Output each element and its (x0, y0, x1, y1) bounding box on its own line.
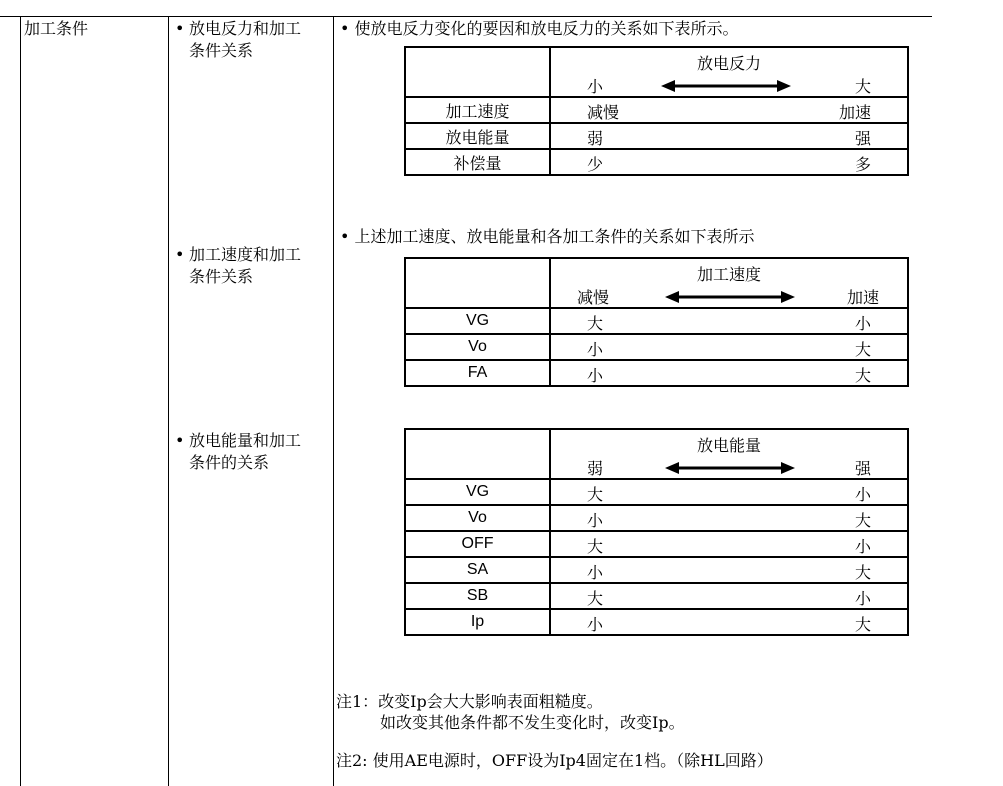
row-right: 大 (854, 340, 871, 359)
header-left: 弱 (587, 459, 604, 478)
intro-text-1: • 使放电反力变化的要因和放电反力的关系如下表所示。 (340, 19, 739, 38)
row-right: 强 (854, 129, 871, 148)
header-title: 加工速度 (696, 265, 761, 284)
row-left: 大 (587, 589, 604, 608)
row-right: 小 (854, 537, 871, 556)
row-left: 小 (587, 615, 604, 634)
row-left: 少 (587, 155, 604, 174)
row-right: 大 (854, 366, 871, 385)
row-right: 大 (854, 615, 871, 634)
item-line2: 条件的关系 (189, 453, 270, 472)
row-right: 大 (854, 563, 871, 582)
header-left: 小 (587, 77, 604, 96)
top-rule (0, 16, 932, 17)
table-header (550, 258, 908, 308)
row-left: 小 (587, 366, 604, 385)
row-label: VG (405, 308, 550, 334)
row-label: FA (405, 360, 550, 386)
row-left: 小 (587, 340, 604, 359)
item-line2: 条件关系 (189, 267, 254, 286)
row-label: Vo (405, 334, 550, 360)
table-row (405, 479, 908, 505)
row-right: 小 (854, 314, 871, 333)
header-title: 放电反力 (696, 54, 761, 73)
row-right: 多 (854, 155, 871, 174)
table-header (550, 47, 908, 97)
table-row (405, 149, 908, 175)
row-left: 大 (587, 537, 604, 556)
item-line1: 放电反力和加工 (189, 19, 302, 38)
row-right: 加速 (838, 103, 871, 122)
col-divider-2 (168, 16, 169, 786)
section-title: 加工条件 (24, 19, 89, 38)
table-header-blank (405, 47, 550, 97)
table-discharge-energy (404, 428, 909, 636)
row-left: 大 (587, 485, 604, 504)
table-discharge-reaction (404, 46, 909, 176)
note-2: 注2: 使用AE电源时，OFF设为Ip4固定在1档。（除HL回路） (336, 751, 773, 770)
table-row (405, 308, 908, 334)
item-bullet: • (175, 19, 185, 38)
row-label: Vo (405, 505, 550, 531)
double-arrow-icon (665, 462, 795, 474)
header-right: 强 (854, 459, 871, 478)
intro-text-2: • 上述加工速度、放电能量和各加工条件的关系如下表所示 (340, 227, 755, 246)
table-row (405, 557, 908, 583)
row-right: 大 (854, 511, 871, 530)
table-row (405, 123, 908, 149)
double-arrow-icon (661, 80, 791, 92)
header-right: 加速 (846, 288, 879, 307)
table-header (550, 429, 908, 479)
row-label: Ip (405, 609, 550, 635)
item-line1: 放电能量和加工 (189, 431, 302, 450)
table-row (405, 360, 908, 386)
table-row (405, 97, 908, 123)
double-arrow-icon (665, 291, 795, 303)
row-label: 加工速度 (405, 97, 550, 123)
col-divider-1 (20, 16, 21, 786)
header-right: 大 (854, 77, 871, 96)
row-label: OFF (405, 531, 550, 557)
row-label: 补偿量 (405, 149, 550, 175)
table-row (405, 583, 908, 609)
table-header-blank (405, 258, 550, 308)
note-1-line2: 如改变其他条件都不发生变化时，改变Ip。 (380, 713, 685, 732)
row-label: 放电能量 (405, 123, 550, 149)
row-right: 小 (854, 485, 871, 504)
row-left: 弱 (587, 129, 604, 148)
row-right: 小 (854, 589, 871, 608)
row-label: SB (405, 583, 550, 609)
table-row (405, 531, 908, 557)
table-row (405, 505, 908, 531)
item-line1: 加工速度和加工 (189, 245, 302, 264)
table-header-blank (405, 429, 550, 479)
note-1-line1: 注1：改变Ip会大大影响表面粗糙度。 (336, 692, 603, 711)
row-label: VG (405, 479, 550, 505)
row-left: 小 (587, 563, 604, 582)
item-line2: 条件关系 (189, 41, 254, 60)
table-row (405, 334, 908, 360)
row-left: 小 (587, 511, 604, 530)
row-left: 大 (587, 314, 604, 333)
header-title: 放电能量 (696, 436, 761, 455)
item-bullet: • (175, 431, 185, 450)
col-divider-3 (333, 16, 334, 786)
row-label: SA (405, 557, 550, 583)
row-left: 减慢 (587, 103, 620, 122)
header-left: 减慢 (577, 288, 610, 307)
table-row (405, 609, 908, 635)
table-machining-speed (404, 257, 909, 387)
item-bullet: • (175, 245, 185, 264)
